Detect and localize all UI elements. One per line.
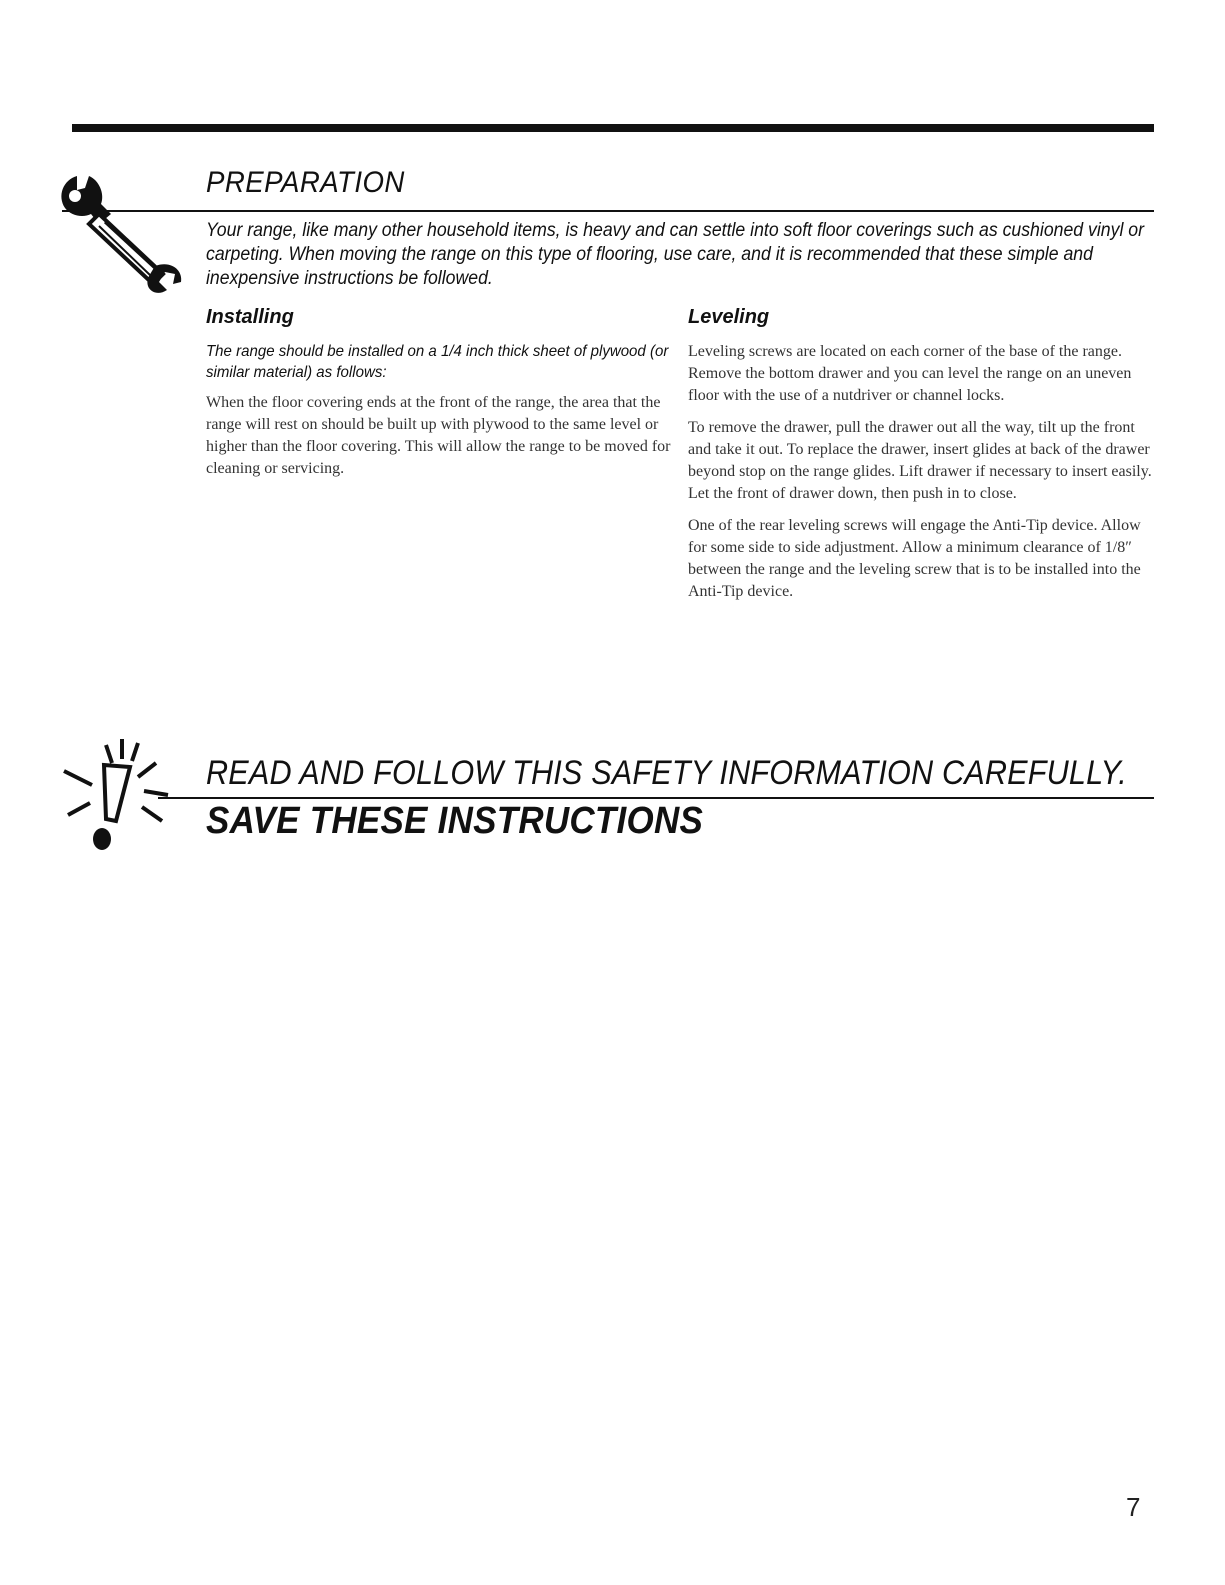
section-rule <box>62 210 1154 212</box>
wrench-icon <box>55 170 195 300</box>
leveling-paragraph: One of the rear leveling screws will engage the Anti-Tip device. Allow for some side to side adjustment. Allow a minimum clearance of 1/8″ between the range and the leveling screw that is to be installed into the Anti-Tip device. <box>688 517 1141 600</box>
intro-text: Your range, like many other household items, is heavy and can settle into soft floor coverings such as cushioned vinyl or carpeting. When moving the range on this type of flooring, use care, and it is recommended that these simple and inexpensive instructions be followed. <box>206 220 1145 289</box>
leveling-heading: Leveling <box>688 306 770 328</box>
save-instructions-title: SAVE THESE INSTRUCTIONS <box>206 800 704 842</box>
safety-rule <box>158 797 1154 799</box>
installing-body: When the floor covering ends at the front of the range, the area that the range will rest on should be built up with plywood to the same level or higher than the floor covering. This will allow the range to be moved for cleaning or servicing. <box>206 394 671 477</box>
installing-lead: The range should be installed on a 1/4 inch thick sheet of plywood (or similar material) as follows: <box>206 343 669 381</box>
section-title: PREPARATION <box>206 166 405 199</box>
top-rule <box>72 124 1154 132</box>
safety-title: READ AND FOLLOW THIS SAFETY INFORMATION CAREFULLY. <box>206 754 1127 792</box>
leveling-paragraph: To remove the drawer, pull the drawer out all the way, tilt up the front and take it out. To replace the drawer, insert glides at back of the drawer beyond stop on the range glides. Lift drawer if necessary to insert easily. Let the front of drawer down, then push in to close. <box>688 419 1152 502</box>
page-number: 7 <box>1126 1492 1141 1522</box>
installing-column <box>206 306 676 490</box>
installing-heading: Installing <box>206 306 294 328</box>
leveling-paragraph: Leveling screws are located on each corner of the base of the range. Remove the bottom drawer and you can level the range on an uneven floor with the use of a nutdriver or channel locks. <box>688 343 1132 404</box>
leveling-column <box>688 306 1158 613</box>
